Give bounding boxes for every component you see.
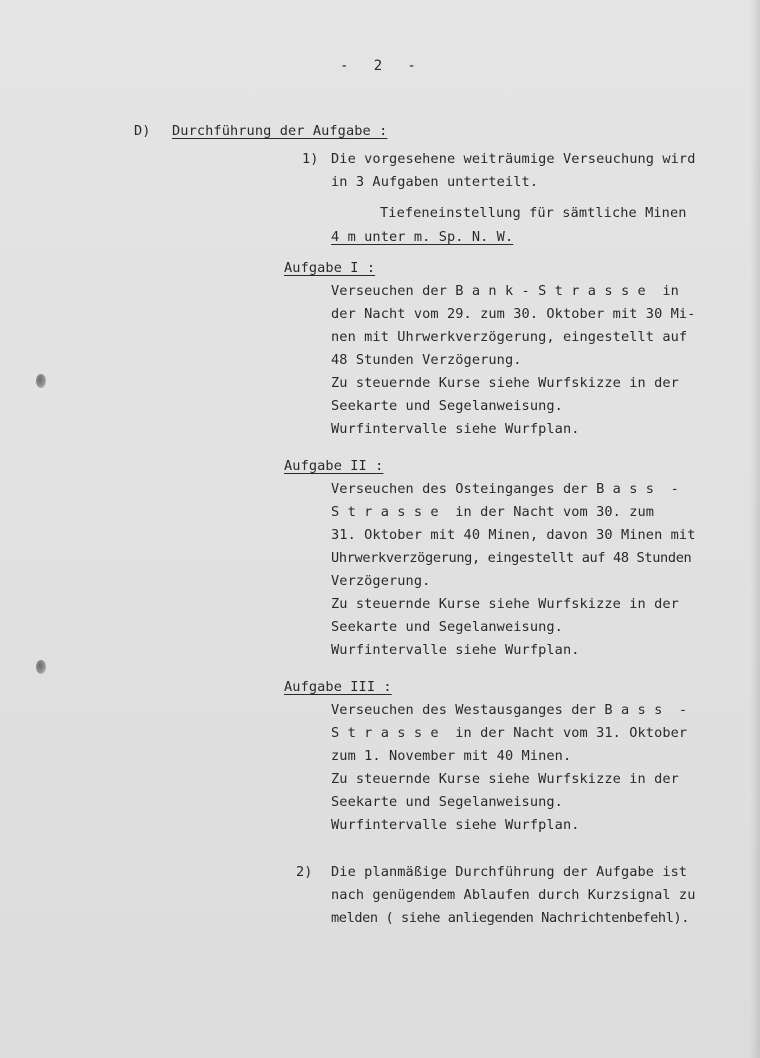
task-text-line: 31. Oktober mit 40 Minen, davon 30 Minen mit [331, 527, 696, 543]
task-heading: Aufgabe II : [284, 458, 384, 474]
item-text-line: Die vorgesehene weiträumige Verseuchung wird [331, 151, 696, 167]
punch-hole-mark [36, 374, 46, 388]
punch-hole-mark [36, 660, 46, 674]
depth-setting-line: Tiefeneinstellung für sämtliche Minen [380, 205, 687, 221]
task-text-line: S t r a s s e in der Nacht vom 30. zum [331, 504, 655, 520]
item-number: 2) [296, 864, 313, 880]
item-text-line: Die planmäßige Durchführung der Aufgabe ist [331, 864, 688, 880]
task-text-line: Seekarte und Segelanweisung. [331, 794, 563, 810]
depth-setting-value: 4 m unter m. Sp. N. W. [331, 229, 514, 245]
page-number: - 2 - [340, 58, 416, 74]
task-heading: Aufgabe III : [284, 679, 392, 695]
item-text-line: nach genügendem Ablaufen durch Kurzsignal zu [331, 887, 696, 903]
task-text-line: Wurfintervalle siehe Wurfplan. [331, 817, 580, 833]
task-text-line: Seekarte und Segelanweisung. [331, 619, 563, 635]
item-text-line: melden ( siehe anliegenden Nachrichtenbefehl). [331, 910, 690, 926]
section-heading: Durchführung der Aufgabe : [172, 123, 388, 139]
task-text-line: Verseuchen des Osteinganges der B a s s - [331, 481, 679, 497]
task-text-line: Zu steuernde Kurse siehe Wurfskizze in der [331, 375, 679, 391]
task-text-line: 48 Stunden Verzögerung. [331, 352, 522, 368]
task-text-line: zum 1. November mit 40 Minen. [331, 748, 572, 764]
item-text-line: in 3 Aufgaben unterteilt. [331, 174, 539, 190]
task-text-line: Seekarte und Segelanweisung. [331, 398, 563, 414]
task-text-line: Verzögerung. [331, 573, 431, 589]
task-text-line: Verseuchen der B a n k - S t r a s s e in [331, 283, 679, 299]
section-marker: D) [134, 123, 151, 139]
page-edge-shadow [750, 0, 760, 1058]
task-text-line: Zu steuernde Kurse siehe Wurfskizze in der [331, 771, 679, 787]
task-text-line: Uhrwerkverzögerung, eingestellt auf 48 Stunden [331, 550, 692, 566]
task-text-line: nen mit Uhrwerkverzögerung, eingestellt auf [331, 329, 688, 345]
task-text-line: Zu steuernde Kurse siehe Wurfskizze in der [331, 596, 679, 612]
task-heading: Aufgabe I : [284, 260, 376, 276]
task-text-line: Verseuchen des Westausganges der B a s s - [331, 702, 688, 718]
task-text-line: der Nacht vom 29. zum 30. Oktober mit 30 Mi- [331, 306, 696, 322]
task-text-line: S t r a s s e in der Nacht vom 31. Oktober [331, 725, 688, 741]
item-number: 1) [302, 151, 319, 167]
task-text-line: Wurfintervalle siehe Wurfplan. [331, 642, 580, 658]
task-text-line: Wurfintervalle siehe Wurfplan. [331, 421, 580, 437]
